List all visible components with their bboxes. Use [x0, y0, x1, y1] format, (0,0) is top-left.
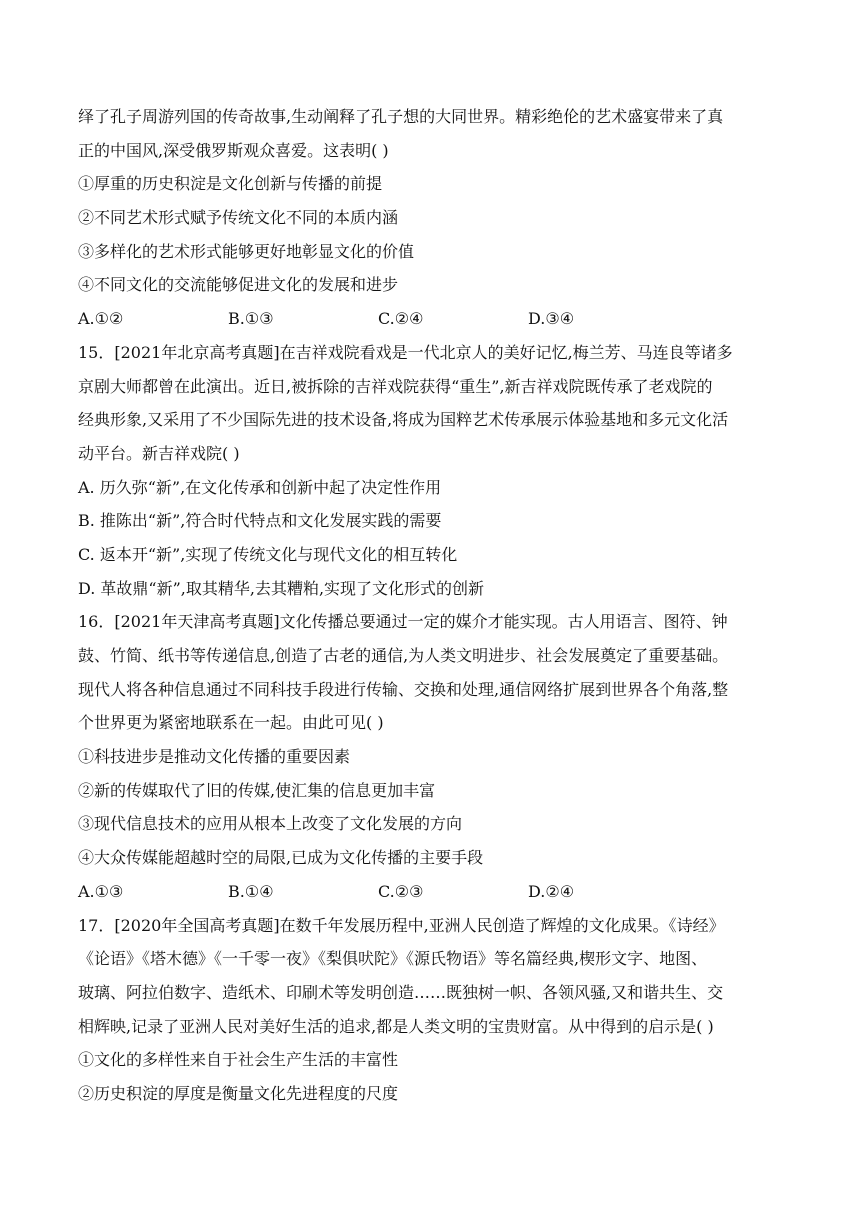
statement-item: ④不同文化的交流能够促进文化的发展和进步 [78, 275, 399, 295]
question-16 [78, 605, 798, 908]
answer-option-a: A.①② [78, 309, 124, 329]
answer-option-c: C.②④ [378, 309, 424, 329]
question-text-line: 鼓、竹简、纸书等传递信息,创造了古老的通信,为人类文明进步、社会发展奠定了重要基础。 [78, 646, 729, 665]
question-text-line: 绎了孔子周游列国的传奇故事,生动阐释了孔子想的大同世界。精彩绝伦的艺术盛宴带来了真 [78, 107, 724, 126]
answer-options [78, 302, 798, 336]
statement-item: ①厚重的历史积淀是文化创新与传播的前提 [78, 174, 383, 194]
statement-item: ②历史积淀的厚度是衡量文化先进程度的尺度 [78, 1083, 399, 1103]
answer-option-d: D.③④ [528, 309, 575, 329]
question-text-line: 17．[2020年全国高考真题]在数千年发展历程中,亚洲人民创造了辉煌的文化成果。《诗经》 [78, 915, 725, 935]
question-text-line: 玻璃、阿拉伯数字、造纸术、印刷术等发明创造……既独树一帜、各领风骚,又和谐共生、交 [78, 982, 724, 1002]
question-17 [78, 909, 798, 1111]
question-text-line: 动平台。新吉祥戏院( ) [78, 443, 240, 463]
answer-option-c: C. 返本开“新”,实现了传统文化与现代文化的相互转化 [78, 544, 458, 564]
document-page [78, 100, 798, 1111]
question-text-line: 相辉映,记录了亚洲人民对美好生活的追求,都是人类文明的宝贵财富。从中得到的启示是( ) [78, 1016, 714, 1036]
statement-item: ②新的传媒取代了旧的传媒,使汇集的信息更加丰富 [78, 780, 436, 800]
answer-option-a: A. 历久弥“新”,在文化传承和创新中起了决定性作用 [78, 477, 442, 497]
question-text-line: 16．[2021年天津高考真题]文化传播总要通过一定的媒介才能实现。古人用语言、图符、钟 [78, 612, 728, 632]
answer-option-d: D. 革故鼎“新”,取其精华,去其糟粕,实现了文化形式的创新 [78, 578, 485, 598]
answer-option-d: D.②④ [528, 881, 575, 901]
question-text-line: 经典形象,又采用了不少国际先进的技术设备,将成为国粹艺术传承展示体验基地和多元文化活 [78, 410, 729, 430]
answer-option-b: B. 推陈出“新”,符合时代特点和文化发展实践的需要 [78, 511, 442, 531]
statement-item: ③多样化的艺术形式能够更好地彰显文化的价值 [78, 241, 415, 261]
question-text-line: 《论语》《塔木德》《一千零一夜》《梨俱吠陀》《源氏物语》等名篇经典,楔形文字、地图、 [78, 949, 708, 969]
question-text-line: 15．[2021年北京高考真题]在吉祥戏院看戏是一代北京人的美好记忆,梅兰芳、马连良等诸多 [78, 342, 733, 362]
question-text-line: 正的中国风,深受俄罗斯观众喜爱。这表明( ) [78, 140, 389, 160]
question-text-line: 现代人将各种信息通过不同科技手段进行传输、交换和处理,通信网络扩展到世界各个角落,整 [78, 679, 729, 699]
question-text-line: 京剧大师都曾在此演出。近日,被拆除的吉祥戏院获得“重生”,新吉祥戏院既传承了老戏院的 [78, 376, 713, 396]
statement-item: ④大众传媒能超越时空的局限,已成为文化传播的主要手段 [78, 848, 484, 868]
answer-option-c: C.②③ [378, 881, 424, 901]
question-text-line: 个世界更为紧密地联系在一起。由此可见( ) [78, 713, 384, 733]
statement-item: ①文化的多样性来自于社会生产生活的丰富性 [78, 1050, 399, 1070]
statement-item: ①科技进步是推动文化传播的重要因素 [78, 747, 351, 767]
answer-option-b: B.①④ [228, 881, 274, 901]
question-15 [78, 336, 798, 606]
question-14 [78, 100, 798, 336]
answer-options [78, 875, 798, 909]
answer-option-a: A.①③ [78, 881, 124, 901]
statement-item: ②不同艺术形式赋予传统文化不同的本质内涵 [78, 208, 399, 228]
statement-item: ③现代信息技术的应用从根本上改变了文化发展的方向 [78, 814, 463, 834]
answer-option-b: B.①③ [228, 309, 274, 329]
